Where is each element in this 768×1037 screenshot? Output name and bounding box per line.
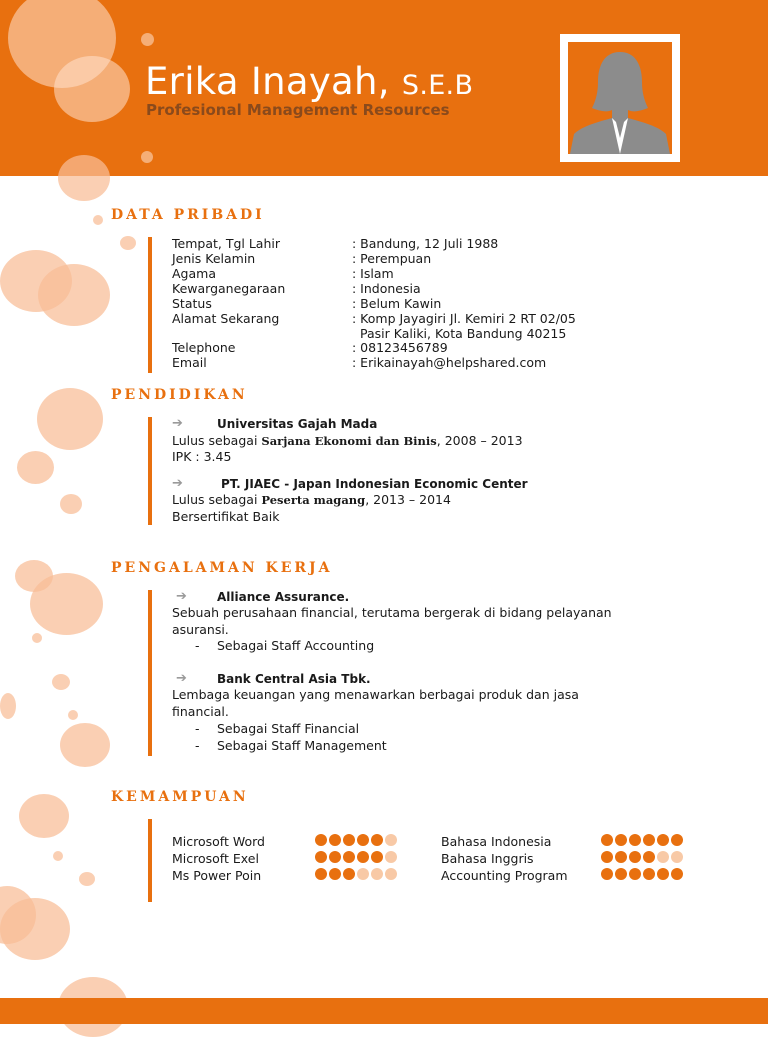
person-silhouette-icon <box>568 42 672 154</box>
rating-dot <box>385 834 397 846</box>
company-name: Alliance Assurance. <box>217 590 350 604</box>
candidate-profession: Profesional Management Resources <box>146 101 450 119</box>
education-name: Universitas Gajah Mada <box>217 417 378 431</box>
rating-dot <box>329 868 341 880</box>
rating-dot <box>343 834 355 846</box>
rating-dot <box>601 868 613 880</box>
skill-name: Accounting Program <box>441 868 568 883</box>
section-title-data-pribadi: DATA PRIBADI <box>111 207 265 223</box>
value-religion: : Islam <box>352 266 394 281</box>
rating-dot <box>643 834 655 846</box>
rating-dot <box>601 834 613 846</box>
arrow-right-icon: ➔ <box>176 589 187 604</box>
value-birth: : Bandung, 12 Juli 1988 <box>352 236 499 251</box>
rating-dot <box>657 868 669 880</box>
rating-dot <box>615 868 627 880</box>
label-birth: Tempat, Tgl Lahir <box>172 236 280 251</box>
rating-dot <box>357 834 369 846</box>
rating-dot <box>315 868 327 880</box>
section-bar-pendidikan <box>148 417 152 525</box>
arrow-right-icon: ➔ <box>172 416 183 431</box>
rating-dot <box>601 851 613 863</box>
rating-dot <box>371 834 383 846</box>
education-certificate: Bersertifikat Baik <box>172 509 280 524</box>
rating-dot <box>371 851 383 863</box>
bullet-dash: - <box>195 721 200 736</box>
rating-dot <box>385 851 397 863</box>
company-name: Bank Central Asia Tbk. <box>217 672 371 686</box>
skill-rating <box>315 868 397 880</box>
label-gender: Jenis Kelamin <box>172 251 256 266</box>
value-email: : Erikainayah@helpshared.com <box>352 355 547 370</box>
profile-photo-frame <box>560 34 680 162</box>
rating-dot <box>629 834 641 846</box>
rating-dot <box>315 834 327 846</box>
label-status: Status <box>172 296 212 311</box>
section-bar-kemampuan <box>148 819 152 902</box>
rating-dot <box>671 868 683 880</box>
rating-dot <box>343 868 355 880</box>
label-telephone: Telephone <box>172 340 236 355</box>
value-gender: : Perempuan <box>352 251 432 266</box>
rating-dot <box>329 851 341 863</box>
value-telephone: : 08123456789 <box>352 340 448 355</box>
rating-dot <box>357 868 369 880</box>
label-email: Email <box>172 355 207 370</box>
skill-rating <box>601 851 683 863</box>
rating-dot <box>615 851 627 863</box>
company-description-line2: asuransi. <box>172 622 229 637</box>
rating-dot <box>615 834 627 846</box>
education-graduation: Lulus sebagai Sarjana Ekonomi dan Binis, 2008 – 2013 <box>172 433 523 448</box>
rating-dot <box>657 851 669 863</box>
section-bar-pengalaman <box>148 590 152 756</box>
rating-dot <box>329 834 341 846</box>
skill-rating <box>315 834 397 846</box>
company-description-line2: financial. <box>172 704 229 719</box>
value-address-line2: Pasir Kaliki, Kota Bandung 40215 <box>360 326 567 341</box>
label-address: Alamat Sekarang <box>172 311 280 326</box>
rating-dot <box>629 851 641 863</box>
arrow-right-icon: ➔ <box>172 476 183 491</box>
value-status: : Belum Kawin <box>352 296 442 311</box>
education-gpa: IPK : 3.45 <box>172 449 232 464</box>
skill-name: Bahasa Indonesia <box>441 834 552 849</box>
skill-name: Bahasa Inggris <box>441 851 534 866</box>
rating-dot <box>343 851 355 863</box>
skill-rating <box>315 851 397 863</box>
rating-dot <box>671 851 683 863</box>
job-role: Sebagai Staff Accounting <box>217 638 375 653</box>
profile-photo <box>568 42 672 154</box>
skill-name: Microsoft Exel <box>172 851 259 866</box>
bullet-dash: - <box>195 738 200 753</box>
company-description: Sebuah perusahaan financial, terutama bergerak di bidang pelayanan <box>172 605 612 620</box>
footer-banner <box>0 998 768 1024</box>
rating-dot <box>629 868 641 880</box>
skill-name: Microsoft Word <box>172 834 265 849</box>
section-bar-data-pribadi <box>148 237 152 373</box>
rating-dot <box>671 834 683 846</box>
rating-dot <box>371 868 383 880</box>
education-name: PT. JIAEC - Japan Indonesian Economic Center <box>221 477 528 491</box>
rating-dot <box>357 851 369 863</box>
candidate-name: Erika Inayah, S.E.B <box>145 60 474 103</box>
label-citizenship: Kewarganegaraan <box>172 281 286 296</box>
rating-dot <box>643 851 655 863</box>
skill-rating <box>601 868 683 880</box>
arrow-right-icon: ➔ <box>176 671 187 686</box>
skill-rating <box>601 834 683 846</box>
label-religion: Agama <box>172 266 216 281</box>
job-role: Sebagai Staff Financial <box>217 721 360 736</box>
skill-name: Ms Power Poin <box>172 868 262 883</box>
rating-dot <box>385 868 397 880</box>
rating-dot <box>643 868 655 880</box>
job-role: Sebagai Staff Management <box>217 738 387 753</box>
bullet-dash: - <box>195 638 200 653</box>
value-address: : Komp Jayagiri Jl. Kemiri 2 RT 02/05 <box>352 311 576 326</box>
section-title-pengalaman: PENGALAMAN KERJA <box>111 560 333 576</box>
value-citizenship: : Indonesia <box>352 281 421 296</box>
company-description: Lembaga keuangan yang menawarkan berbagai produk dan jasa <box>172 687 579 702</box>
rating-dot <box>315 851 327 863</box>
rating-dot <box>657 834 669 846</box>
education-graduation: Lulus sebagai Peserta magang, 2013 – 2014 <box>172 492 451 507</box>
section-title-pendidikan: PENDIDIKAN <box>111 387 248 403</box>
candidate-degree: S.E.B <box>401 70 474 101</box>
section-title-kemampuan: KEMAMPUAN <box>111 789 249 805</box>
